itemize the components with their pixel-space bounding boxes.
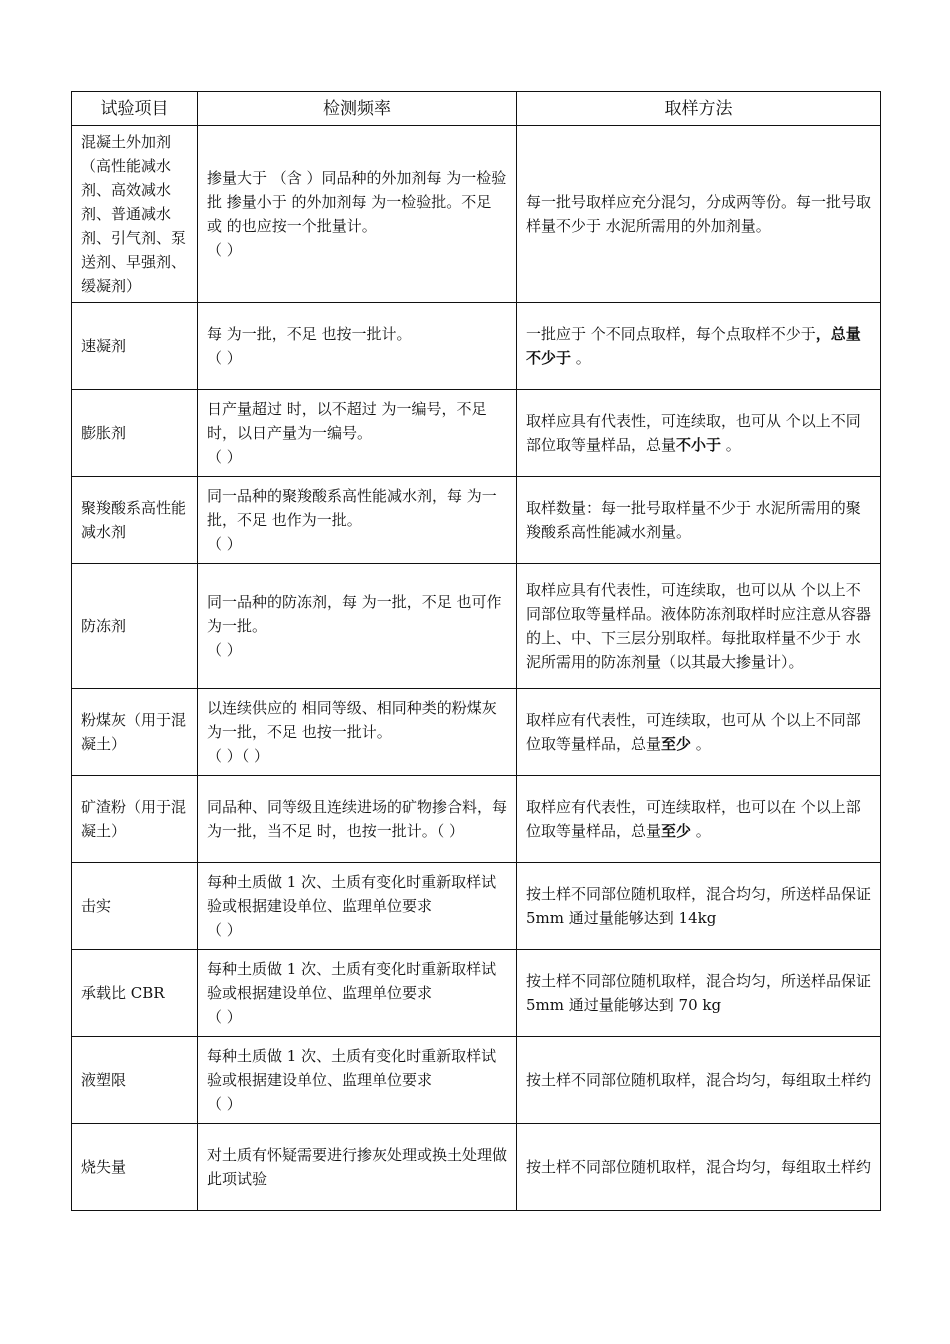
item-cell: 防冻剂 (72, 564, 198, 689)
frequency-cell: 掺量大于 （含 ）同品种的外加剂每 为一检验批 掺量小于 的外加剂每 为一检验批。不足 或 的也应按一个批量计。 （ ） (198, 126, 517, 303)
method-cell: 每一批号取样应充分混匀，分成两等份。每一批号取样量不少于 水泥所需用的外加剂量。 (517, 126, 881, 303)
frequency-cell: 同一品种的防冻剂，每 为一批，不足 也可作为一批。 （ ） (198, 564, 517, 689)
method-cell (517, 390, 881, 477)
table-row (72, 1124, 881, 1211)
method-emphasis: ，总量不少于 (526, 325, 861, 367)
method-tail: 。 (721, 436, 741, 454)
method-cell (517, 303, 881, 390)
method-text: 取样应具有代表性，可连续取，也可从 个以上不同部位取等量样品，总量 (526, 412, 861, 454)
method-cell: 按土样不同部位随机取样，混合均匀，每组取土样约 (517, 1124, 881, 1211)
frequency-cell: 同品种、同等级且连续进场的矿物掺合料，每 为一批，当不足 时，也按一批计。（ ） (198, 776, 517, 863)
table-row (72, 689, 881, 776)
method-tail: 。 (571, 349, 591, 367)
method-cell: 按土样不同部位随机取样，混合均匀，所送样品保证 5mm 通过量能够达到 70 kg (517, 950, 881, 1037)
method-emphasis: 至少 (661, 735, 692, 753)
table-row (72, 303, 881, 390)
table-row (72, 564, 881, 689)
method-cell (517, 776, 881, 863)
method-cell: 取样应具有代表性，可连续取，也可以从 个以上不同部位取等量样品。液体防冻剂取样时应注意从容器的上、中、下三层分别取样。每批取样量不少于 水泥所需用的防冻剂量（以其最大掺量计）。 (517, 564, 881, 689)
frequency-cell: 以连续供应的 相同等级、相同种类的粉煤灰为一批，不足 也按一批计。 （ ）（ ） (198, 689, 517, 776)
frequency-cell: 每种土质做 1 次、土质有变化时重新取样试验或根据建设单位、监理单位要求 （ ） (198, 950, 517, 1037)
method-text: 一批应于 个不同点取样，每个点取样不少于 (526, 325, 816, 343)
table-row (72, 776, 881, 863)
item-cell: 承载比 CBR (72, 950, 198, 1037)
method-cell: 按土样不同部位随机取样，混合均匀，每组取土样约 (517, 1037, 881, 1124)
method-tail: 。 (691, 735, 711, 753)
method-cell: 取样数量：每一批号取样量不少于 水泥所需用的聚羧酸系高性能减水剂量。 (517, 477, 881, 564)
test-items-table (71, 91, 881, 1211)
method-tail: 。 (691, 822, 711, 840)
item-cell: 击实 (72, 863, 198, 950)
item-cell: 烧失量 (72, 1124, 198, 1211)
frequency-cell: 日产量超过 时，以不超过 为一编号，不足 时，以日产量为一编号。 （ ） (198, 390, 517, 477)
frequency-cell: 每种土质做 1 次、土质有变化时重新取样试验或根据建设单位、监理单位要求 （ ） (198, 863, 517, 950)
frequency-cell: 每种土质做 1 次、土质有变化时重新取样试验或根据建设单位、监理单位要求 （ ） (198, 1037, 517, 1124)
method-emphasis: 至少 (661, 822, 692, 840)
table-row (72, 1037, 881, 1124)
method-emphasis: 不小于 (676, 436, 722, 454)
item-cell: 粉煤灰（用于混凝土） (72, 689, 198, 776)
table-row (72, 950, 881, 1037)
method-cell (517, 689, 881, 776)
frequency-cell: 对土质有怀疑需要进行掺灰处理或换土处理做此项试验 (198, 1124, 517, 1211)
header-item: 试验项目 (72, 92, 198, 126)
table-header-row (72, 92, 881, 126)
frequency-cell: 同一品种的聚羧酸系高性能减水剂，每 为一批，不足 也作为一批。 （ ） (198, 477, 517, 564)
table-row (72, 863, 881, 950)
item-cell: 混凝土外加剂（高性能减水剂、高效减水剂、普通减水剂、引气剂、泵送剂、早强剂、缓凝剂） (72, 126, 198, 303)
table-row (72, 126, 881, 303)
method-text: 取样应有代表性，可连续取样，也可以在 个以上部位取等量样品，总量 (526, 798, 861, 840)
method-cell: 按土样不同部位随机取样，混合均匀，所送样品保证 5mm 通过量能够达到 14kg (517, 863, 881, 950)
header-method: 取样方法 (517, 92, 881, 126)
item-cell: 速凝剂 (72, 303, 198, 390)
frequency-cell: 每 为一批，不足 也按一批计。 （ ） (198, 303, 517, 390)
item-cell: 液塑限 (72, 1037, 198, 1124)
method-text: 取样应有代表性，可连续取，也可从 个以上不同部位取等量样品，总量 (526, 711, 861, 753)
item-cell: 聚羧酸系高性能减水剂 (72, 477, 198, 564)
header-frequency: 检测频率 (198, 92, 517, 126)
table-row (72, 477, 881, 564)
table-row (72, 390, 881, 477)
item-cell: 膨胀剂 (72, 390, 198, 477)
item-cell: 矿渣粉（用于混凝土） (72, 776, 198, 863)
